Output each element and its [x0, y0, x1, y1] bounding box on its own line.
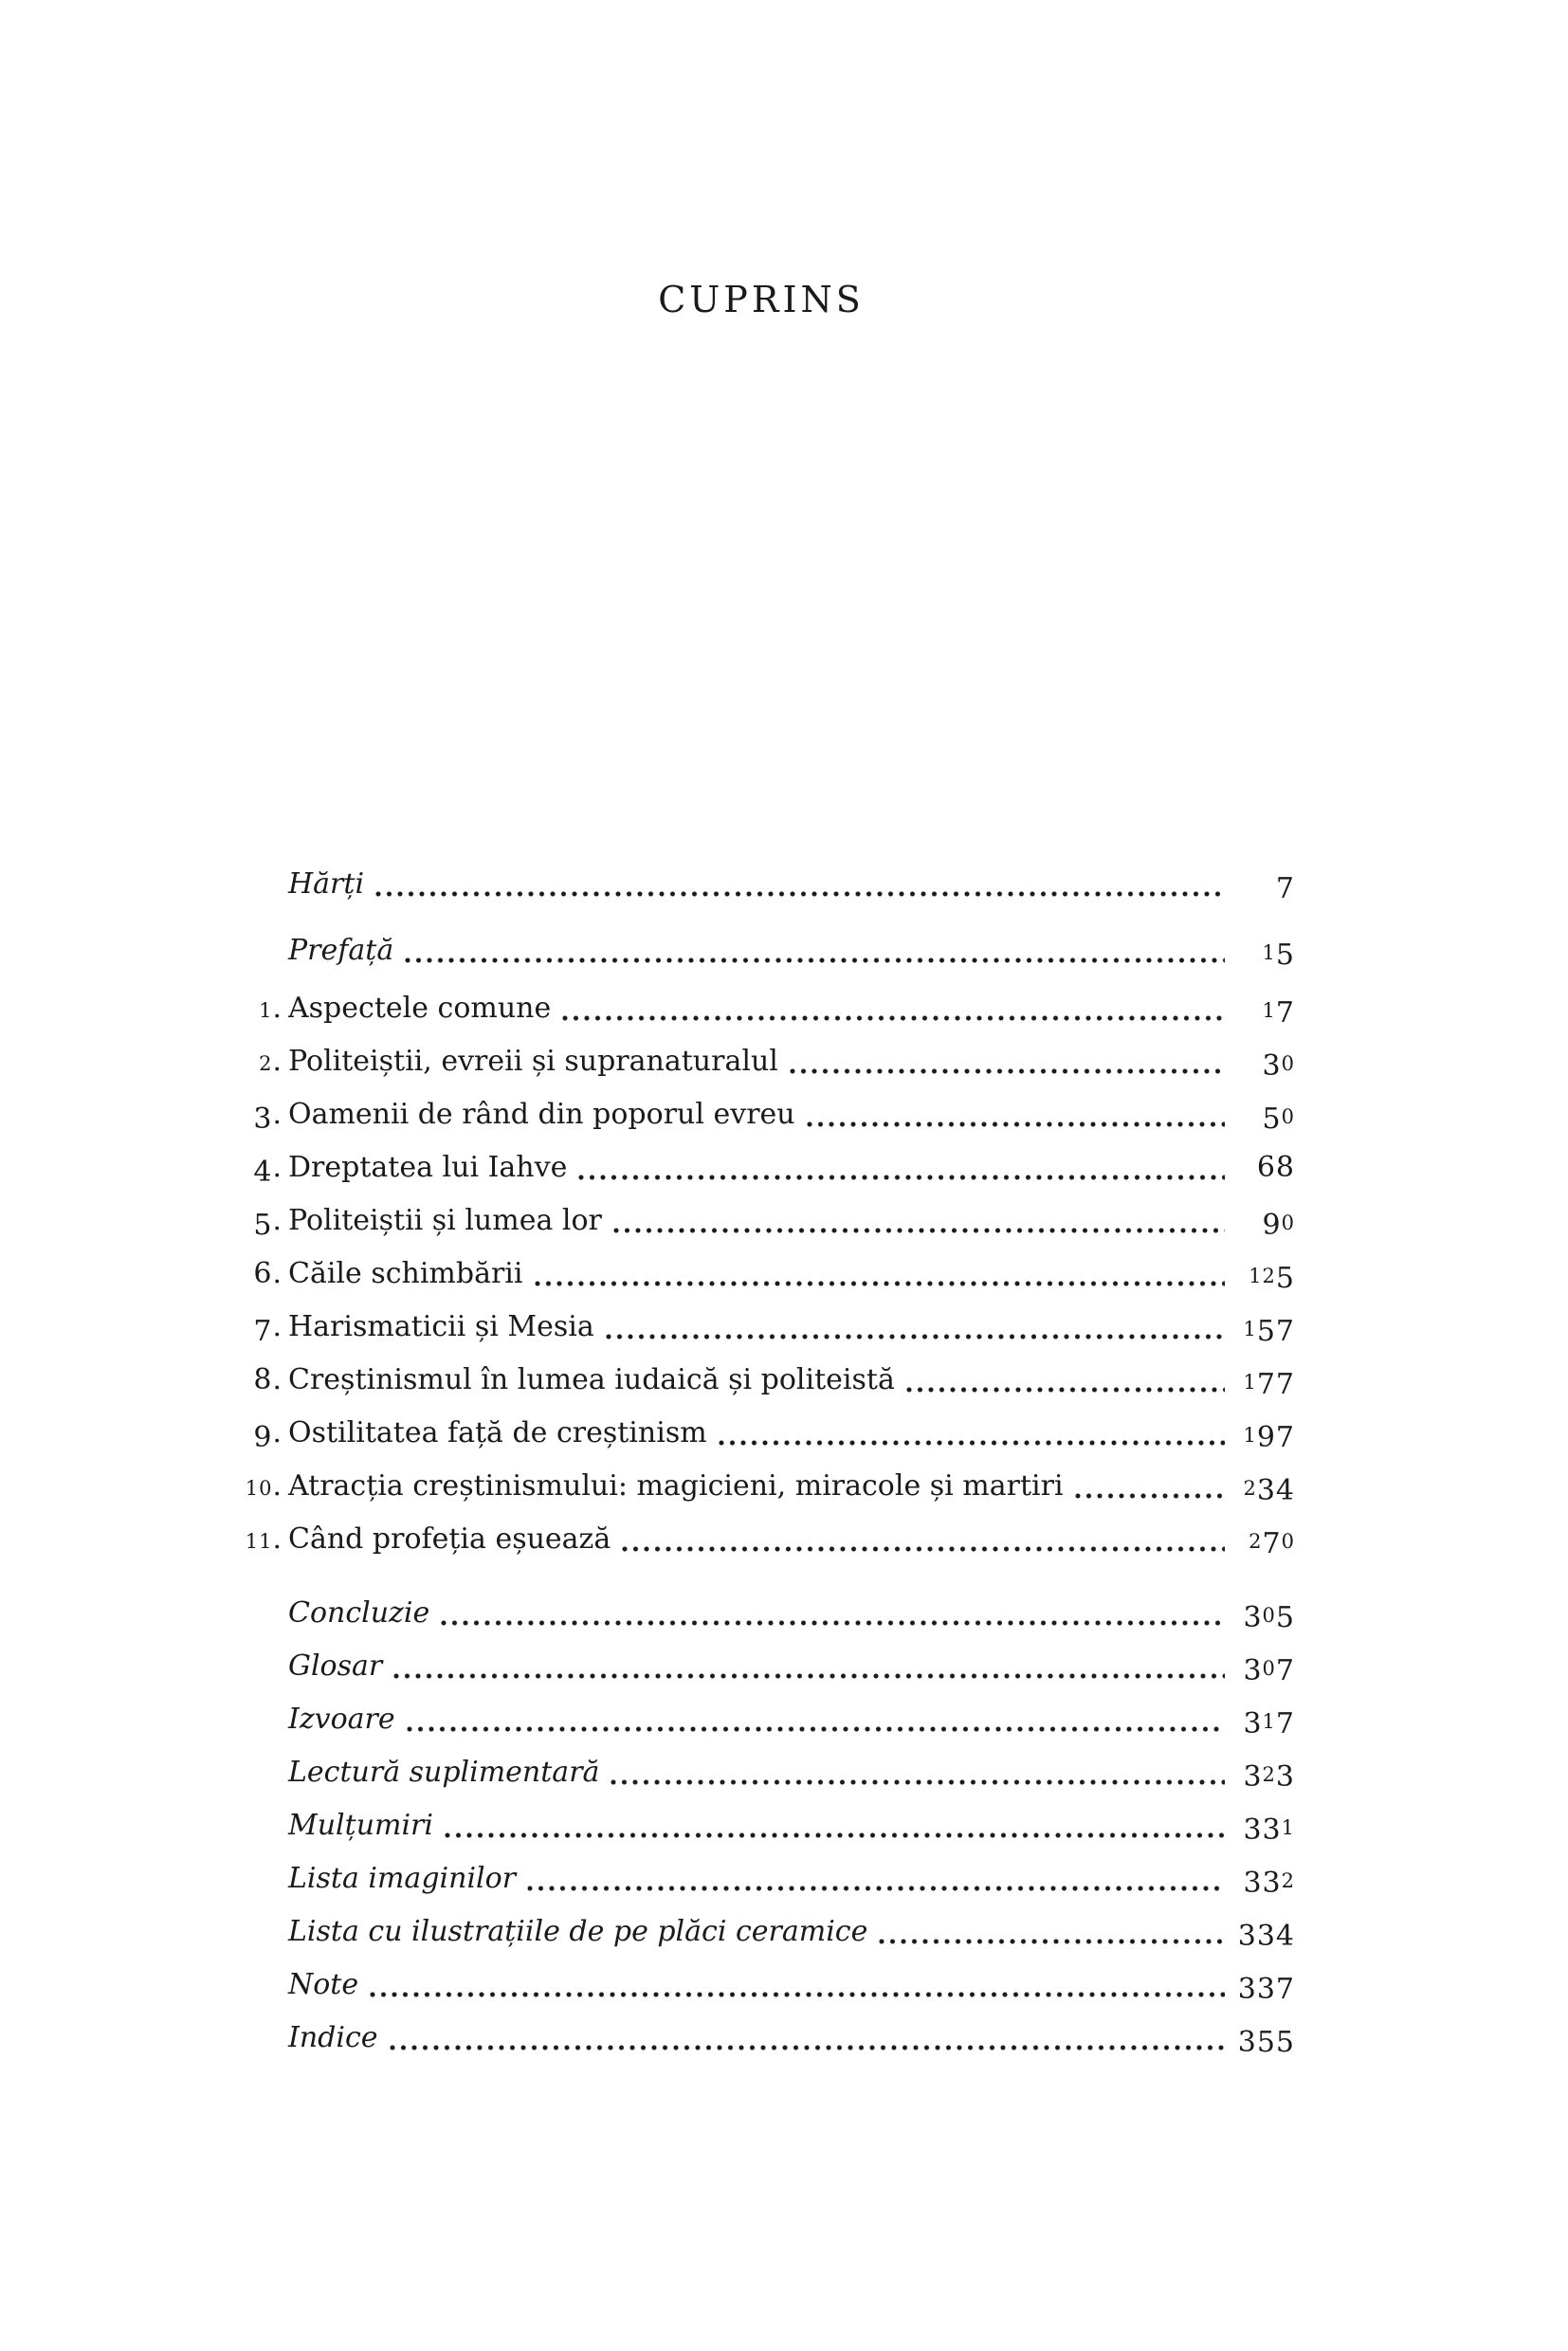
page-number [1227, 1460, 1295, 1515]
chapter-number [228, 1460, 283, 1515]
oldstyle-digit: 1 [1243, 1371, 1257, 1394]
oldstyle-digit: 1 [1262, 941, 1276, 964]
page-number [1227, 1088, 1295, 1143]
entry-title: Note [288, 1968, 359, 2001]
dot-leader [433, 1799, 1227, 1852]
dot-leader [382, 1640, 1227, 1693]
page-number [1227, 1640, 1295, 1695]
toc-chapters-group [228, 982, 1295, 1566]
toc-entry [228, 1141, 1295, 1194]
page-number [1227, 982, 1295, 1037]
chapter-number [228, 1301, 283, 1354]
dot-leader [358, 1959, 1227, 2012]
dot-leader [599, 1746, 1227, 1799]
oldstyle-digit: 1 [1243, 1318, 1257, 1340]
oldstyle-digit: . [272, 992, 283, 1025]
oldstyle-digit: 3 [1237, 1919, 1257, 1953]
chapter-number [228, 1141, 283, 1194]
oldstyle-digit: . [272, 1416, 283, 1449]
dot-leader [867, 1905, 1227, 1959]
oldstyle-digit: 3 [1243, 1866, 1263, 1900]
oldstyle-digit: 3 [1275, 1759, 1295, 1794]
oldstyle-digit: 7 [1275, 1653, 1295, 1687]
oldstyle-digit: . [272, 1469, 283, 1503]
dot-leader [395, 1693, 1227, 1746]
dot-leader [778, 1035, 1227, 1088]
oldstyle-digit: 3 [1243, 1706, 1263, 1740]
oldstyle-digit: 1 [1262, 1710, 1276, 1733]
dot-leader [895, 1354, 1227, 1407]
chapter-number [228, 1513, 283, 1568]
oldstyle-digit: 5 [1275, 1600, 1295, 1634]
page-number [1227, 1587, 1295, 1642]
page-number [1227, 1301, 1295, 1356]
page-title: CUPRINS [658, 279, 865, 320]
oldstyle-digit: 5 [1275, 2025, 1295, 2059]
chapter-number [228, 1248, 283, 1301]
toc-entry [228, 1035, 1295, 1088]
oldstyle-digit: . [272, 1151, 283, 1184]
toc-front-matter-group [228, 858, 1295, 977]
toc-entry [228, 1354, 1295, 1407]
oldstyle-digit: 3 [1256, 1473, 1276, 1507]
entry-title: Ostilitatea față de creștinism [288, 1416, 707, 1449]
oldstyle-digit: 1 [1281, 1816, 1295, 1839]
oldstyle-digit: . [272, 1257, 283, 1290]
entry-title: Indice [288, 2021, 378, 2054]
oldstyle-digit: 7 [1275, 1706, 1295, 1740]
page-number [1227, 1799, 1295, 1854]
oldstyle-digit: 2 [1243, 1477, 1257, 1500]
oldstyle-digit: . [272, 1310, 283, 1343]
oldstyle-digit: 3 [253, 1102, 273, 1136]
oldstyle-digit: 5 [1256, 2025, 1276, 2059]
chapter-number [228, 1088, 283, 1141]
oldstyle-digit: 0 [1281, 1105, 1295, 1128]
oldstyle-digit: 7 [1275, 1314, 1295, 1348]
oldstyle-digit: 3 [1262, 1813, 1282, 1847]
entry-title: Izvoare [288, 1703, 395, 1736]
dot-leader [602, 1194, 1227, 1248]
oldstyle-digit: 0 [1262, 1657, 1276, 1680]
toc-entry [228, 1905, 1295, 1959]
dot-leader [795, 1088, 1227, 1141]
oldstyle-digit: 3 [1237, 1972, 1257, 2006]
oldstyle-digit: 3 [1243, 1759, 1263, 1794]
oldstyle-digit: 5 [253, 1208, 273, 1242]
toc-entry [228, 924, 1295, 977]
chapter-number [228, 1407, 283, 1460]
oldstyle-digit: 2 [1262, 1265, 1276, 1287]
entry-title: Lista cu ilustrațiile de pe plăci ceramice [288, 1915, 868, 1948]
page-number [1227, 1354, 1295, 1409]
toc-entry [228, 1248, 1295, 1301]
oldstyle-digit: 7 [1275, 1420, 1295, 1454]
page-number [1227, 2012, 1295, 2065]
toc-entry [228, 1301, 1295, 1354]
entry-title: Oamenii de rând din poporul evreu [288, 1098, 795, 1131]
oldstyle-digit: . [272, 1204, 283, 1237]
page-number [1227, 1407, 1295, 1462]
oldstyle-digit: 9 [1256, 1420, 1276, 1454]
entry-title: Concluzie [288, 1596, 430, 1630]
oldstyle-digit: 4 [1275, 1473, 1295, 1507]
oldstyle-digit: 0 [1281, 1212, 1295, 1234]
dot-leader [1064, 1460, 1227, 1513]
oldstyle-digit: 0 [1281, 1052, 1295, 1075]
oldstyle-digit: 2 [1281, 1869, 1295, 1892]
oldstyle-digit: 8 [253, 1363, 273, 1396]
entry-title: Atracția creștinismului: magicieni, miracole și martiri [288, 1469, 1064, 1503]
toc-back-matter-group [228, 1587, 1295, 2065]
table-of-contents [228, 858, 1295, 2065]
oldstyle-digit: 8 [1275, 1151, 1295, 1184]
toc-entry [228, 1640, 1295, 1693]
entry-title: Glosar [288, 1649, 383, 1683]
entry-title: Aspectele comune [288, 992, 552, 1025]
dot-leader [567, 1141, 1227, 1194]
toc-entry [228, 1799, 1295, 1852]
oldstyle-digit: 1 [259, 999, 273, 1022]
entry-title: Creștinismul în lumea iudaică și politeistă [288, 1363, 895, 1396]
dot-leader [707, 1407, 1227, 1460]
chapter-number [228, 1354, 283, 1407]
oldstyle-digit: 1 [245, 1477, 260, 1500]
page-number [1227, 1194, 1295, 1249]
page-number [1227, 1959, 1295, 2012]
toc-entry [228, 1852, 1295, 1905]
oldstyle-digit: 3 [1243, 1600, 1263, 1634]
dot-leader [516, 1852, 1227, 1905]
oldstyle-digit: 4 [253, 1155, 273, 1189]
page-number [1227, 1141, 1295, 1194]
entry-title: Mulțumiri [288, 1809, 433, 1842]
oldstyle-digit: 9 [253, 1420, 273, 1454]
toc-entry [228, 1194, 1295, 1248]
oldstyle-digit: . [272, 1522, 283, 1556]
oldstyle-digit: 2 [1262, 1763, 1276, 1786]
toc-entry [228, 1746, 1295, 1799]
oldstyle-digit: 2 [1249, 1530, 1263, 1553]
toc-entry [228, 982, 1295, 1035]
toc-entry [228, 1959, 1295, 2012]
oldstyle-digit: 7 [1275, 1972, 1295, 2006]
oldstyle-digit: 5 [1275, 1261, 1295, 1295]
oldstyle-digit: 7 [1275, 871, 1295, 905]
chapter-number [228, 1035, 283, 1090]
dot-leader [594, 1301, 1227, 1354]
oldstyle-digit: 2 [259, 1052, 273, 1075]
oldstyle-digit: 1 [259, 1530, 273, 1553]
dot-leader [378, 2012, 1227, 2065]
oldstyle-digit: 3 [1256, 1972, 1276, 2006]
dot-leader [393, 924, 1227, 977]
entry-title: Harismaticii și Mesia [288, 1310, 594, 1343]
toc-entry [228, 1460, 1295, 1513]
toc-entry [228, 1088, 1295, 1141]
entry-title: Prefață [288, 934, 394, 967]
entry-title: Politeiștii și lumea lor [288, 1204, 602, 1237]
entry-title: Hărți [288, 867, 365, 901]
oldstyle-digit: 3 [1256, 1919, 1276, 1953]
entry-title: Dreptatea lui Iahve [288, 1151, 568, 1184]
dot-leader [364, 858, 1227, 911]
toc-entry [228, 1407, 1295, 1460]
oldstyle-digit: 5 [1262, 1102, 1282, 1136]
page-number [1227, 1035, 1295, 1090]
chapter-number [228, 982, 283, 1037]
page-number [1227, 1905, 1295, 1959]
chapter-number [228, 1194, 283, 1248]
oldstyle-digit: 7 [1275, 995, 1295, 1030]
page-number [1227, 924, 1295, 979]
toc-entry [228, 1587, 1295, 1640]
oldstyle-digit: . [272, 1045, 283, 1078]
oldstyle-digit: 6 [253, 1257, 273, 1290]
oldstyle-digit: 1 [1243, 1424, 1257, 1447]
entry-title: Lista imaginilor [288, 1862, 517, 1895]
toc-entry [228, 2012, 1295, 2065]
entry-title: Lectură suplimentară [288, 1756, 600, 1789]
oldstyle-digit: 5 [1256, 1314, 1276, 1348]
dot-leader [611, 1513, 1227, 1566]
toc-entry [228, 1513, 1295, 1566]
page-number [1227, 1746, 1295, 1801]
oldstyle-digit: 7 [253, 1314, 273, 1348]
oldstyle-digit: 0 [1262, 1604, 1276, 1627]
oldstyle-digit: . [272, 1363, 283, 1396]
oldstyle-digit: 3 [1243, 1653, 1263, 1687]
dot-leader [551, 982, 1227, 1035]
oldstyle-digit: 3 [1262, 1866, 1282, 1900]
oldstyle-digit: 3 [1243, 1813, 1263, 1847]
oldstyle-digit: 9 [1262, 1208, 1282, 1242]
oldstyle-digit: 1 [245, 1530, 260, 1553]
oldstyle-digit: 5 [1275, 938, 1295, 972]
oldstyle-digit: . [272, 1098, 283, 1131]
page-number [1227, 1852, 1295, 1907]
oldstyle-digit: 1 [1262, 999, 1276, 1022]
oldstyle-digit: 7 [1275, 1367, 1295, 1401]
oldstyle-digit: 4 [1275, 1919, 1295, 1953]
entry-title: Când profeția eșuează [288, 1522, 611, 1556]
oldstyle-digit: 0 [259, 1477, 273, 1500]
oldstyle-digit: 7 [1262, 1526, 1282, 1560]
page-number [1227, 1693, 1295, 1748]
page-number [1227, 858, 1295, 911]
entry-title: Căile schimbării [288, 1257, 523, 1290]
page-number [1227, 1248, 1295, 1303]
oldstyle-digit: 0 [1281, 1530, 1295, 1553]
toc-entry [228, 1693, 1295, 1746]
oldstyle-digit: 3 [1262, 1048, 1282, 1083]
oldstyle-digit: 7 [1256, 1367, 1276, 1401]
page-number [1227, 1513, 1295, 1568]
entry-title: Politeiștii, evreii și supranaturalul [288, 1045, 778, 1078]
toc-entry [228, 858, 1295, 911]
dot-leader [523, 1248, 1228, 1301]
oldstyle-digit: 6 [1256, 1151, 1276, 1184]
dot-leader [429, 1587, 1227, 1640]
oldstyle-digit: 3 [1237, 2025, 1257, 2059]
oldstyle-digit: 1 [1249, 1265, 1263, 1287]
